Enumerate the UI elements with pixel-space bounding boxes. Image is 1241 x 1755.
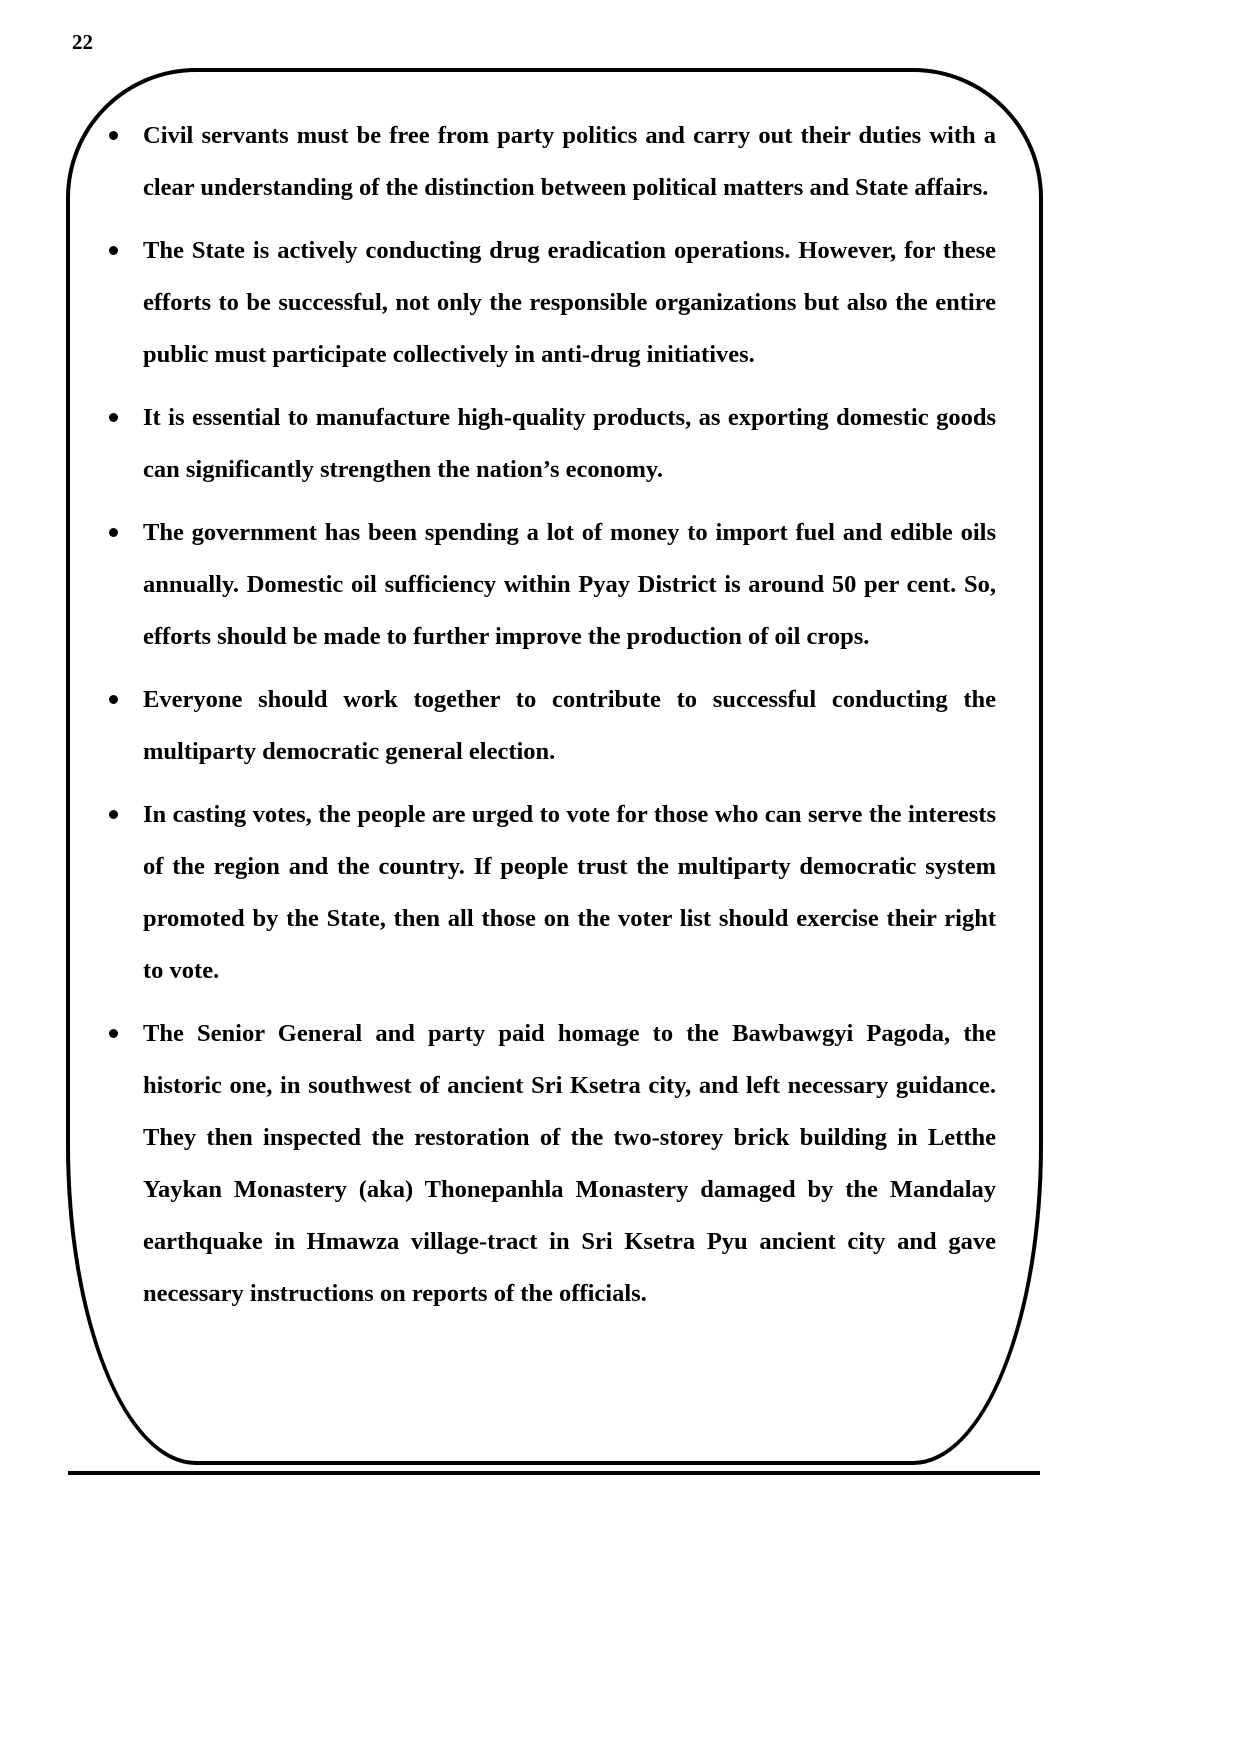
bullet-text: Civil servants must be free from party politics and carry out their duties with a clear understanding of the distinction between political matters and State affairs. <box>143 122 996 201</box>
page-number: 22 <box>72 30 93 54</box>
bullet-icon <box>109 413 118 422</box>
bullet-icon <box>109 528 118 537</box>
list-item <box>108 225 996 381</box>
bullet-icon <box>109 246 118 255</box>
list-item <box>108 507 996 663</box>
bullet-text: Everyone should work together to contribute to successful conducting the multiparty democratic general election. <box>143 686 996 765</box>
list-item <box>108 674 996 778</box>
bullet-text: The State is actively conducting drug eradication operations. However, for these efforts to be successful, not only the responsible organizations but also the entire public must participate collectively in anti-drug initiatives. <box>143 237 996 368</box>
bullet-text: It is essential to manufacture high-quality products, as exporting domestic goods can significantly strengthen the nation’s economy. <box>143 404 996 483</box>
bullet-list <box>108 110 996 1331</box>
bullet-icon <box>109 131 118 140</box>
horizontal-rule <box>68 1471 1040 1475</box>
list-item <box>108 1008 996 1320</box>
bullet-text: In casting votes, the people are urged to vote for those who can serve the interests of the region and the country. If people trust the multiparty democratic system promoted by the State, then all those on the voter list should exercise their right to vote. <box>143 801 996 984</box>
bullet-text: The Senior General and party paid homage to the Bawbawgyi Pagoda, the historic one, in southwest of ancient Sri Ksetra city, and left necessary guidance. They then inspected the restoration of the two-storey brick building in Letthe Yaykan Monastery (aka) Thonepanhla Monastery damaged by the Mandalay earthquake in Hmawza village-tract in Sri Ksetra Pyu ancient city and gave necessary instructions on reports of the officials. <box>143 1020 996 1307</box>
list-item <box>108 789 996 997</box>
bullet-icon <box>109 810 118 819</box>
bullet-icon <box>109 695 118 704</box>
bullet-text: The government has been spending a lot of money to import fuel and edible oils annually. Domestic oil sufficiency within Pyay District is around 50 per cent. So, efforts should be made to further improve the production of oil crops. <box>143 519 996 650</box>
list-item <box>108 392 996 496</box>
list-item <box>108 110 996 214</box>
bullet-icon <box>109 1029 118 1038</box>
